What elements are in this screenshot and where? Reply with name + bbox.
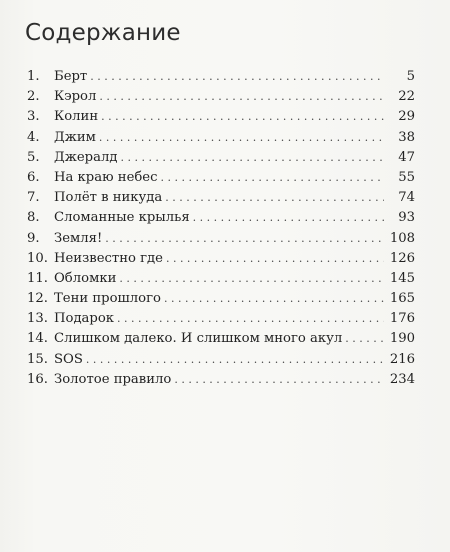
dot-leader — [345, 329, 384, 349]
dot-leader — [165, 188, 384, 208]
toc-entry-1 — [27, 67, 415, 87]
toc-entry-7 — [27, 188, 415, 208]
entry-number: 4. — [27, 129, 40, 145]
entry-page: 176 — [389, 311, 415, 327]
dot-leader — [99, 87, 384, 107]
entry-title: Слишком далеко. И слишком много акул — [54, 331, 343, 347]
entry-page: 47 — [398, 149, 415, 165]
entry-page: 38 — [398, 129, 415, 145]
entry-title: Берт — [54, 69, 88, 84]
entry-page: 5 — [406, 69, 415, 84]
table-of-contents — [27, 67, 415, 390]
entry-title: Тени прошлого — [54, 291, 161, 307]
dot-leader — [193, 208, 384, 228]
entry-title: Подарок — [54, 311, 115, 327]
dot-leader — [105, 229, 384, 249]
page-title: Содержание — [25, 20, 181, 46]
toc-entry-10 — [27, 249, 415, 269]
entry-title: Неизвестно где — [54, 250, 163, 266]
entry-title: Джим — [54, 129, 96, 145]
dot-leader — [174, 370, 384, 390]
entry-number: 1. — [27, 69, 40, 84]
entry-number: 13. — [27, 311, 48, 327]
entry-page: 29 — [398, 109, 415, 125]
entry-title: Кэрол — [54, 89, 97, 105]
dot-leader — [120, 148, 384, 168]
toc-entry-6 — [27, 168, 415, 188]
entry-page: 216 — [389, 351, 415, 367]
entry-page: 145 — [389, 270, 415, 286]
entry-page: 93 — [398, 210, 415, 226]
entry-number: 16. — [27, 371, 48, 387]
dot-leader — [101, 107, 384, 127]
entry-page: 22 — [398, 89, 415, 105]
entry-title: SOS — [54, 351, 83, 367]
toc-entry-5 — [27, 148, 415, 168]
entry-title: Колин — [54, 109, 99, 125]
toc-entry-11 — [27, 269, 415, 289]
toc-entry-4 — [27, 128, 415, 148]
entry-number: 7. — [27, 190, 40, 206]
entry-number: 15. — [27, 351, 48, 367]
toc-entry-15 — [27, 350, 415, 370]
dot-leader — [166, 249, 384, 269]
toc-entry-13 — [27, 309, 415, 329]
entry-number: 3. — [27, 109, 40, 125]
entry-number: 6. — [27, 169, 40, 185]
toc-entry-3 — [27, 107, 415, 127]
entry-title: Обломки — [54, 270, 117, 286]
entry-title: На краю небес — [54, 169, 158, 185]
entry-number: 11. — [27, 270, 48, 286]
entry-number: 10. — [27, 250, 48, 266]
entry-page: 74 — [398, 190, 415, 206]
entry-page: 126 — [389, 250, 415, 266]
entry-number: 12. — [27, 291, 48, 307]
entry-page: 234 — [389, 371, 415, 387]
entry-page: 108 — [389, 230, 415, 246]
entry-title: Золотое правило — [54, 371, 172, 387]
dot-leader — [86, 350, 384, 370]
toc-entry-2 — [27, 87, 415, 107]
dot-leader — [99, 128, 384, 148]
entry-number: 5. — [27, 149, 40, 165]
entry-number: 8. — [27, 210, 40, 226]
entry-title: Джералд — [54, 149, 118, 165]
entry-title: Сломанные крылья — [54, 210, 190, 226]
entry-title: Земля! — [54, 230, 103, 246]
entry-number: 14. — [27, 331, 48, 347]
dot-leader — [119, 269, 384, 289]
toc-entry-8 — [27, 208, 415, 228]
entry-title: Полёт в никуда — [54, 190, 163, 206]
entry-page: 165 — [389, 291, 415, 307]
dot-leader — [90, 67, 384, 87]
entry-number: 2. — [27, 89, 40, 105]
entry-page: 55 — [398, 169, 415, 185]
toc-entry-16 — [27, 370, 415, 390]
toc-entry-9 — [27, 229, 415, 249]
toc-entry-12 — [27, 289, 415, 309]
dot-leader — [117, 309, 384, 329]
toc-entry-14 — [27, 329, 415, 349]
entry-number: 9. — [27, 230, 40, 246]
entry-page: 190 — [389, 331, 415, 347]
dot-leader — [161, 168, 385, 188]
dot-leader — [164, 289, 384, 309]
